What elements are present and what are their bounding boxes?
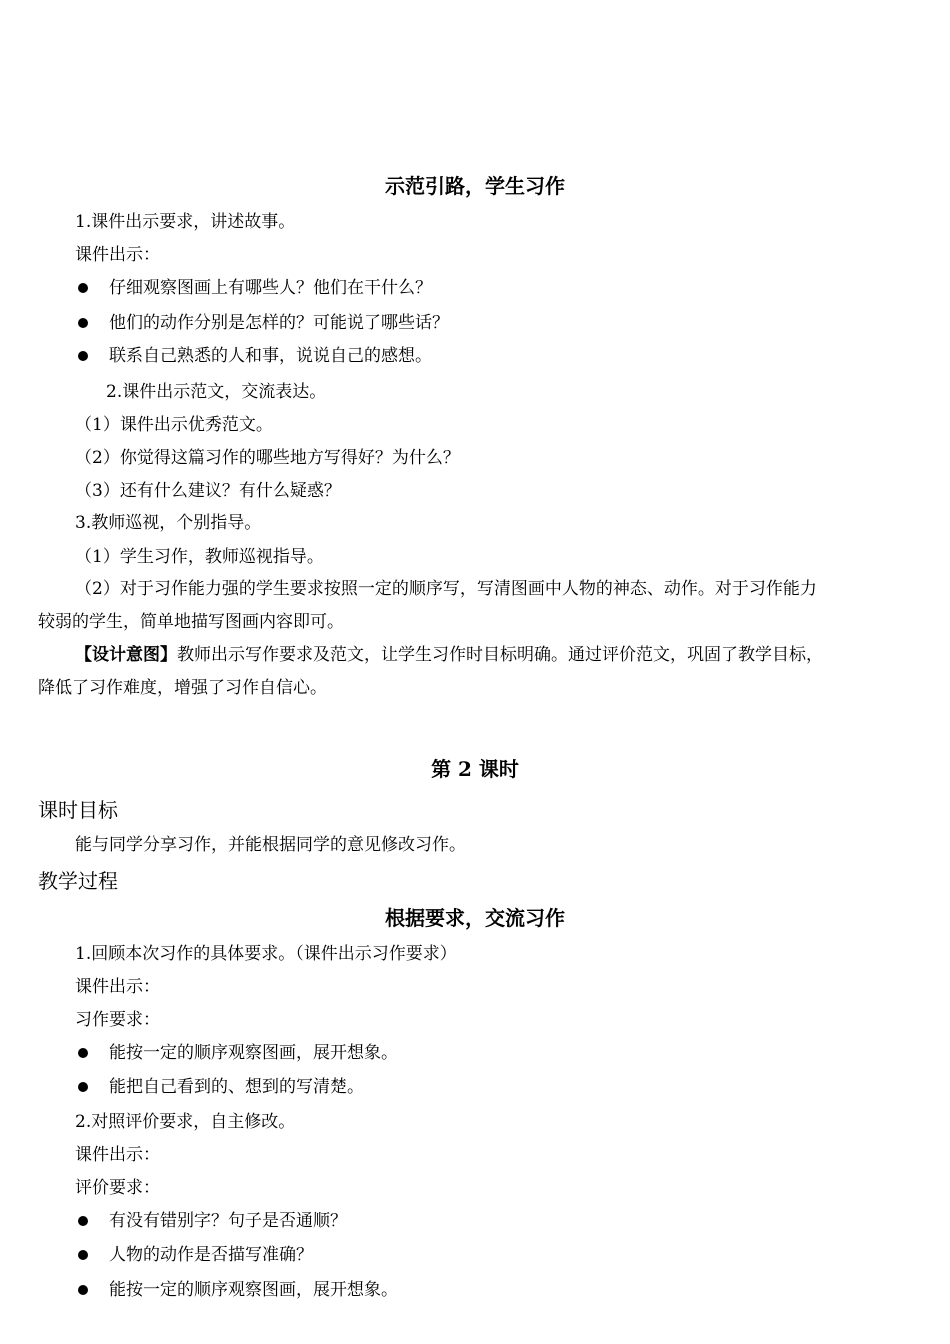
design-intent-text: 教师出示写作要求及范文，让学生习作时目标明确。通过评价范文，巩固了教学目标， — [177, 645, 823, 665]
step-3-text: 3.教师巡视，个别指导。 — [75, 513, 262, 533]
section-title: 示范引路，学生习作 — [385, 174, 565, 198]
step-1-text: 1.课件出示要求，讲述故事。 — [75, 212, 296, 232]
courseware-label: 课件出示： — [75, 1145, 160, 1165]
requirements-label: 习作要求： — [75, 1010, 160, 1030]
bullet-item: 能按一定的顺序观察图画，展开想象。 — [109, 1043, 398, 1063]
bullet-icon — [78, 318, 88, 328]
courseware-label: 课件出示： — [75, 977, 160, 997]
bullet-item: 有没有错别字？句子是否通顺？ — [109, 1211, 347, 1231]
step-2-item: （1）课件出示优秀范文。 — [75, 415, 273, 435]
evaluation-label: 评价要求： — [75, 1178, 160, 1198]
bullet-icon — [78, 1048, 88, 1058]
sub-title: 根据要求，交流习作 — [385, 906, 565, 930]
bullet-item: 人物的动作是否描写准确？ — [109, 1245, 313, 1265]
step-2-item: （2）你觉得这篇习作的哪些地方写得好？为什么？ — [75, 448, 460, 468]
bullet-icon — [78, 1285, 88, 1295]
bullet-icon — [78, 351, 88, 361]
lesson2-step-1: 1.回顾本次习作的具体要求。（课件出示习作要求） — [75, 944, 457, 964]
step-3-item: （1）学生习作，教师巡视指导。 — [75, 547, 324, 567]
lesson2-step-2: 2.对照评价要求，自主修改。 — [75, 1112, 296, 1132]
bullet-item: 他们的动作分别是怎样的？可能说了哪些话？ — [109, 313, 449, 333]
step-3-item-line: 较弱的学生，简单地描写图画内容即可。 — [38, 612, 344, 632]
lesson-title: 第 2 课时 — [431, 757, 519, 781]
bullet-item: 能按一定的顺序观察图画，展开想象。 — [109, 1280, 398, 1300]
goal-heading: 课时目标 — [38, 798, 118, 822]
process-heading: 教学过程 — [38, 869, 118, 893]
step-3-item-line: （2）对于习作能力强的学生要求按照一定的顺序写，写清图画中人物的神态、动作。对于习作能力 — [75, 579, 817, 599]
goal-text: 能与同学分享习作，并能根据同学的意见修改习作。 — [75, 835, 466, 855]
design-intent-line: 降低了习作难度，增强了习作自信心。 — [38, 678, 327, 698]
bullet-icon — [78, 1082, 88, 1092]
bullet-icon — [78, 1216, 88, 1226]
design-intent-line — [75, 645, 823, 665]
bullet-item: 联系自己熟悉的人和事，说说自己的感想。 — [109, 346, 432, 366]
bullet-icon — [78, 283, 88, 293]
courseware-label: 课件出示： — [75, 245, 160, 265]
bullet-icon — [78, 1250, 88, 1260]
design-intent-tag: 【设计意图】 — [75, 645, 177, 665]
bullet-item: 仔细观察图画上有哪些人？他们在干什么？ — [109, 278, 432, 298]
bullet-item: 能把自己看到的、想到的写清楚。 — [109, 1077, 364, 1097]
step-2-text: 2.课件出示范文，交流表达。 — [106, 382, 327, 402]
step-2-item: （3）还有什么建议？有什么疑惑？ — [75, 481, 341, 501]
